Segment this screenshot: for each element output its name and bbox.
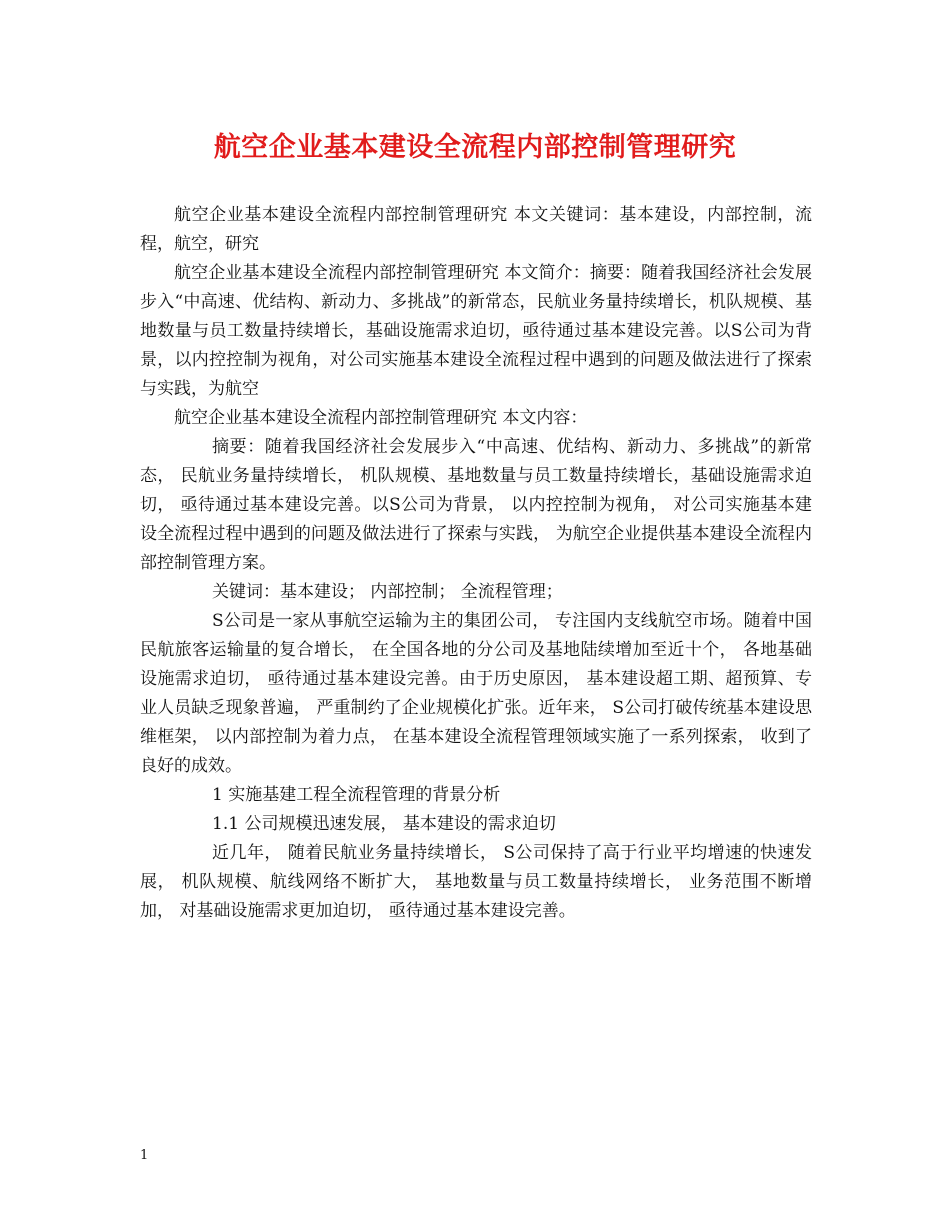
summary-paragraph: 航空企业基本建设全流程内部控制管理研究 本文简介：摘要：随着我国经济社会发展步入“中高速、优结构、新动力、多挑战”的新常态，民航业务量持续增长，机队规模、基地数量与员工数量持续增长，基础设施需求迫切，亟待通过基本建设完善。以S公司为背景，以内控控制为视角，对公司实施基本建设全流程过程中遇到的问题及做法进行了探索与实践，为航空 xyxy=(140,263,812,399)
section-heading: 1 实施基建工程全流程管理的背景分析 xyxy=(212,785,501,805)
content-intro-paragraph: 航空企业基本建设全流程内部控制管理研究 本文内容： xyxy=(174,408,588,428)
document-body xyxy=(140,201,812,926)
subsection-body-paragraph: 近几年， 随着民航业务量持续增长， S公司保持了高于行业平均增速的快速发展， 机队规模、航线网络不断扩大， 基地数量与员工数量持续增长， 业务范围不断增加， 对基础设施需求更加迫切， 亟待通过基本建设完善。 xyxy=(140,843,812,921)
keywords-list-paragraph: 关键词：基本建设； 内部控制； 全流程管理； xyxy=(212,582,563,602)
keywords-paragraph: 航空企业基本建设全流程内部控制管理研究 本文关键词：基本建设，内部控制，流程，航空，研究 xyxy=(140,205,812,254)
document-title: 航空企业基本建设全流程内部控制管理研究 xyxy=(213,132,737,163)
company-intro-paragraph: S公司是一家从事航空运输为主的集团公司， 专注国内支线航空市场。随着中国民航旅客运输量的复合增长， 在全国各地的分公司及基地陆续增加至近十个， 各地基础设施需求迫切， 亟待通过基本建设完善。由于历史原因， 基本建设超工期、超预算、专业人员缺乏现象普遍， 严重制约了企业规模化扩张。近年来， S公司打破传统基本建设思维框架， 以内部控制为着力点， 在基本建设全流程管理领域实施了一系列探索， 收到了良好的成效。 xyxy=(140,611,812,776)
page-number: 1 xyxy=(140,1148,149,1163)
subsection-heading: 1.1 公司规模迅速发展， 基本建设的需求迫切 xyxy=(212,814,556,834)
abstract-paragraph: 摘要：随着我国经济社会发展步入“中高速、优结构、新动力、多挑战”的新常态， 民航业务量持续增长， 机队规模、基地数量与员工数量持续增长，基础设施需求迫切， 亟待通过基本建设完善。以S公司为背景， 以内控控制为视角， 对公司实施基本建设全流程过程中遇到的问题及做法进行了探索与实践， 为航空企业提供基本建设全流程内部控制管理方案。 xyxy=(140,437,812,573)
